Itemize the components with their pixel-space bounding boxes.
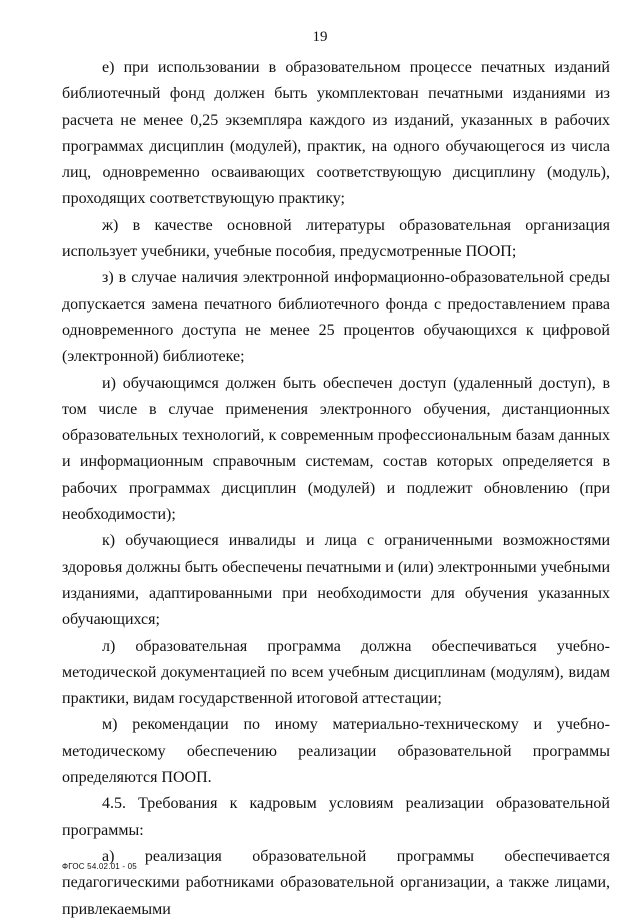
paragraph-z: з) в случае наличия электронной информационно-образовательной среды допускается замена печатного библиотечного фонда с предоставлением права одновременного доступа не менее 25 процентов обучающихся к цифровой (электронной) библиотеке; [62,269,610,366]
paragraph-l: л) образовательная программа должна обеспечиваться учебно-методической документацией по всем учебным дисциплинам (модулям), видам практики, видам государственной итоговой аттестации; [62,637,610,708]
paragraph-m: м) рекомендации по иному материально-техническому и учебно-методическому обеспечению реализации образовательной программы определяются ПООП. [62,716,610,787]
paragraph-k: к) обучающиеся инвалиды и лица с ограниченными возможностями здоровья должны быть обеспечены печатными и (или) электронными учебными изданиями, адаптированными при необходимости для обучения указанных обучающихся; [62,532,610,629]
paragraph-zh: ж) в качестве основной литературы образовательная организация использует учебники, учебные пособия, предусмотренные ПООП; [62,216,610,261]
page-number: 19 [312,29,328,45]
paragraph-a: а) реализация образовательной программы обеспечивается педагогическими работниками образовательной организации, а также лицами, привлекаемыми [62,847,610,918]
document-footer-code: ФГОС 54.02.01 - 05 [62,862,137,871]
document-body [62,55,610,923]
section-heading-4-5: 4.5. Требования к кадровым условиям реализации образовательной программы: [62,795,610,839]
paragraph-i: и) обучающимся должен быть обеспечен доступ (удаленный доступ), в том числе в случае применения электронного обучения, дистанционных образовательных технологий, к современным профессиональным базам данных и информационным справочным системам, состав которых определяется в рабочих программах дисциплин (модулей) и подлежит обновлению (при необходимости); [62,374,610,524]
paragraph-e: е) при использовании в образовательном процессе печатных изданий библиотечный фонд должен быть укомплектован печатными изданиями из расчета не менее 0,25 экземпляра каждого из изданий, указанных в рабочих программах дисциплин (модулей), практик, на одного обучающегося из числа лиц, одновременно осваивающих соответствующую дисциплину (модуль), проходящих соответствующую практику; [62,59,610,208]
